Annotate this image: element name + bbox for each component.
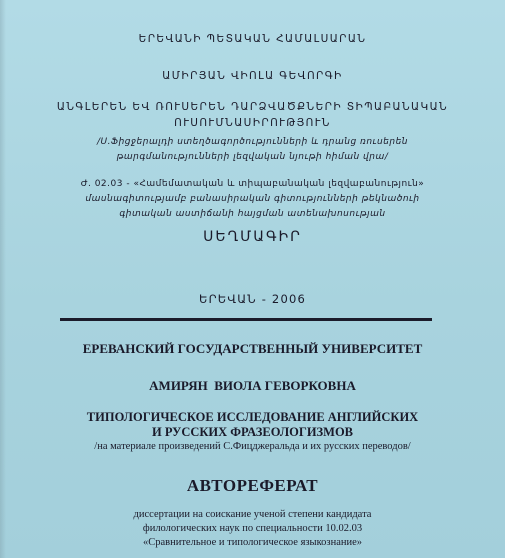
russian-desc-line2: филологических наук по специальности 10.02.03 (142, 523, 363, 534)
divider-rule (60, 318, 432, 321)
armenian-title-line2: ՈՒՍՈՒՄՆԱՍԻՐՈՒԹՅՈՒՆ (174, 117, 331, 129)
armenian-subtitle-line2: թարգմանությունների լեզվական նյութի հիման վրա/ (116, 152, 389, 162)
armenian-city-year: ԵՐԵՎԱՆ - 2006 (199, 292, 306, 306)
armenian-university: ԵՐԵՎԱՆԻ ՊԵՏԱԿԱՆ ՀԱՄԱԼՍԱՐԱՆ (138, 33, 367, 45)
russian-title-line2: И РУССКИХ ФРАЗЕОЛОГИЗМОВ (151, 425, 354, 439)
armenian-spec-line1: Ժ. 02.03 - «Համեմատական և տիպաբանական լեզվաբանություն» (80, 179, 425, 189)
armenian-title-line1: ԱՆԳԼԵՐԵՆ ԵՎ ՌՈՒՍԵՐԵՆ ԴԱՐՁՎԱԾՔՆԵՐԻ ՏԻՊԱԲԱՆԱԿԱՆ (56, 101, 449, 113)
russian-desc-line3: «Сравнительное и типологическое языкознание» (142, 537, 363, 548)
russian-university: ЕРЕВАНСКИЙ ГОСУДАРСТВЕННЫЙ УНИВЕРСИТЕТ (82, 341, 423, 356)
armenian-subtitle-line1: /Ս.Ֆիցջերալդի ստեղծագործությունների և դրանց ռուսերեն (97, 137, 408, 147)
russian-author: АМИРЯН ВИОЛА ГЕВОРКОВНА (149, 378, 356, 393)
armenian-doc-type: ՍԵՂՄԱԳԻՐ (203, 229, 302, 245)
russian-doc-type: АВТОРЕФЕРАТ (186, 476, 319, 495)
armenian-spec-line3: գիտական աստիճանի հայցման ատենախոսության (119, 209, 386, 219)
russian-subtitle: /на материале произведений С.Фицджеральда и их русских переводов/ (94, 441, 411, 452)
armenian-author: ԱՄԻՐՅԱՆ ՎԻՈԼԱ ԳԵՎՈՐԳԻ (162, 70, 343, 82)
armenian-spec-line2: մասնագիտությամբ բանասիրական գիտությունների թեկնածուի (85, 194, 420, 204)
page-edge-shadow (0, 0, 6, 558)
russian-title-line1: ТИПОЛОГИЧЕСКОЕ ИССЛЕДОВАНИЕ АНГЛИЙСКИХ (86, 410, 419, 424)
russian-desc-line1: диссертации на соискание ученой степени кандидата (133, 509, 372, 520)
